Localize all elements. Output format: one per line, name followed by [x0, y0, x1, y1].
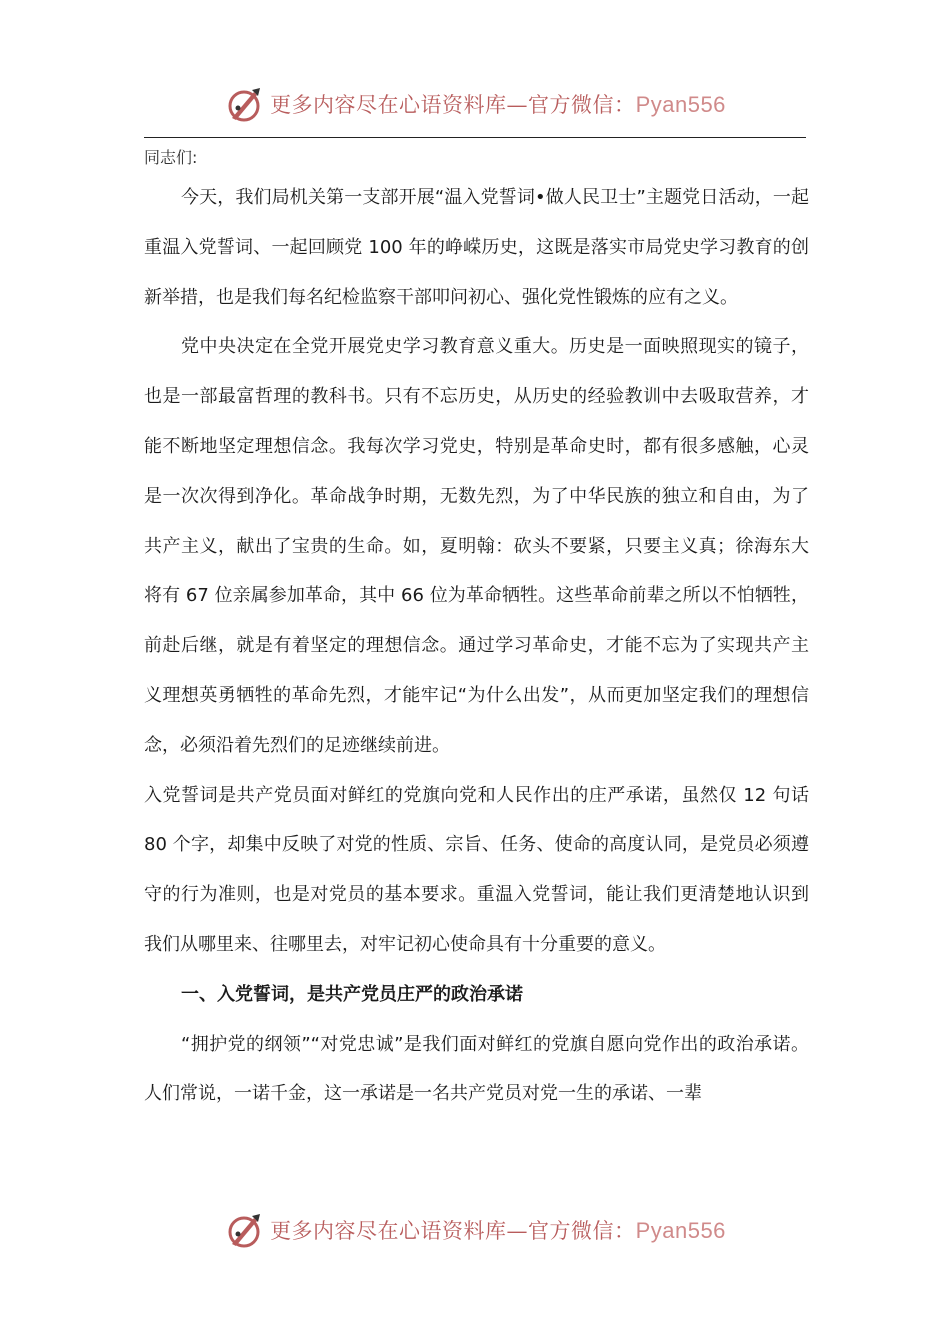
header-divider [144, 137, 806, 138]
banner-text: 更多内容尽在心语资料库—官方微信：Pyan556 [270, 92, 726, 117]
footer-banner [0, 1208, 950, 1252]
pen-quill-logo-icon [224, 84, 264, 124]
pen-quill-logo-icon [224, 1210, 264, 1250]
salutation: 同志们: [144, 148, 198, 167]
document-body [144, 143, 809, 1119]
wechat-id: Pyan556 [635, 92, 726, 117]
header-banner [0, 82, 950, 126]
wechat-id: Pyan556 [635, 1218, 726, 1243]
paragraph: 党中央决定在全党开展党史学习教育意义重大。历史是一面映照现实的镜子，也是一部最富哲理的教科书。只有不忘历史，从历史的经验教训中去吸取营养，才能不断地坚定理想信念。我每次学习党史，特别是革命史时，都有很多感触，心灵是一次次得到净化。革命战争时期，无数先烈，为了中华民族的独立和自由，为了共产主义，献出了宝贵的生命。如，夏明翰：砍头不要紧，只要主义真；徐海东大将有 67 位亲属参加革命，其中 66 位为革命牺牲。这些革命前辈之所以不怕牺牲，前赴后继，就是有着坚定的理想信念。通过学习革命史，才能不忘为了实现共产主义理想英勇牺牲的革命先烈，才能牢记“为什么出发”，从而更加坚定我们的理想信念，必须沿着先烈们的足迹继续前进。 [144, 336, 809, 756]
paragraph: 今天，我们局机关第一支部开展“温入党誓词•做人民卫士”主题党日活动，一起重温入党誓词、一起回顾党 100 年的峥嵘历史，这既是落实市局党史学习教育的创新举措，也是我们每名纪检监察干部叩问初心、强化党性锻炼的应有之义。 [144, 187, 809, 308]
banner-text: 更多内容尽在心语资料库—官方微信：Pyan556 [270, 1218, 726, 1243]
section-heading: 一、入党誓词，是共产党员庄严的政治承诺 [181, 983, 523, 1005]
paragraph: 入党誓词是共产党员面对鲜红的党旗向党和人民作出的庄严承诺，虽然仅 12 句话 80 个字，却集中反映了对党的性质、宗旨、任务、使命的高度认同，是党员必须遵守的行为准则，也是对党员的基本要求。重温入党誓词，能让我们更清楚地认识到我们从哪里来、往哪里去，对牢记初心使命具有十分重要的意义。 [144, 784, 809, 955]
paragraph: “拥护党的纲领”“对党忠诚”是我们面对鲜红的党旗自愿向党作出的政治承诺。人们常说，一诺千金，这一承诺是一名共产党员对党一生的承诺、一辈 [144, 1033, 809, 1105]
